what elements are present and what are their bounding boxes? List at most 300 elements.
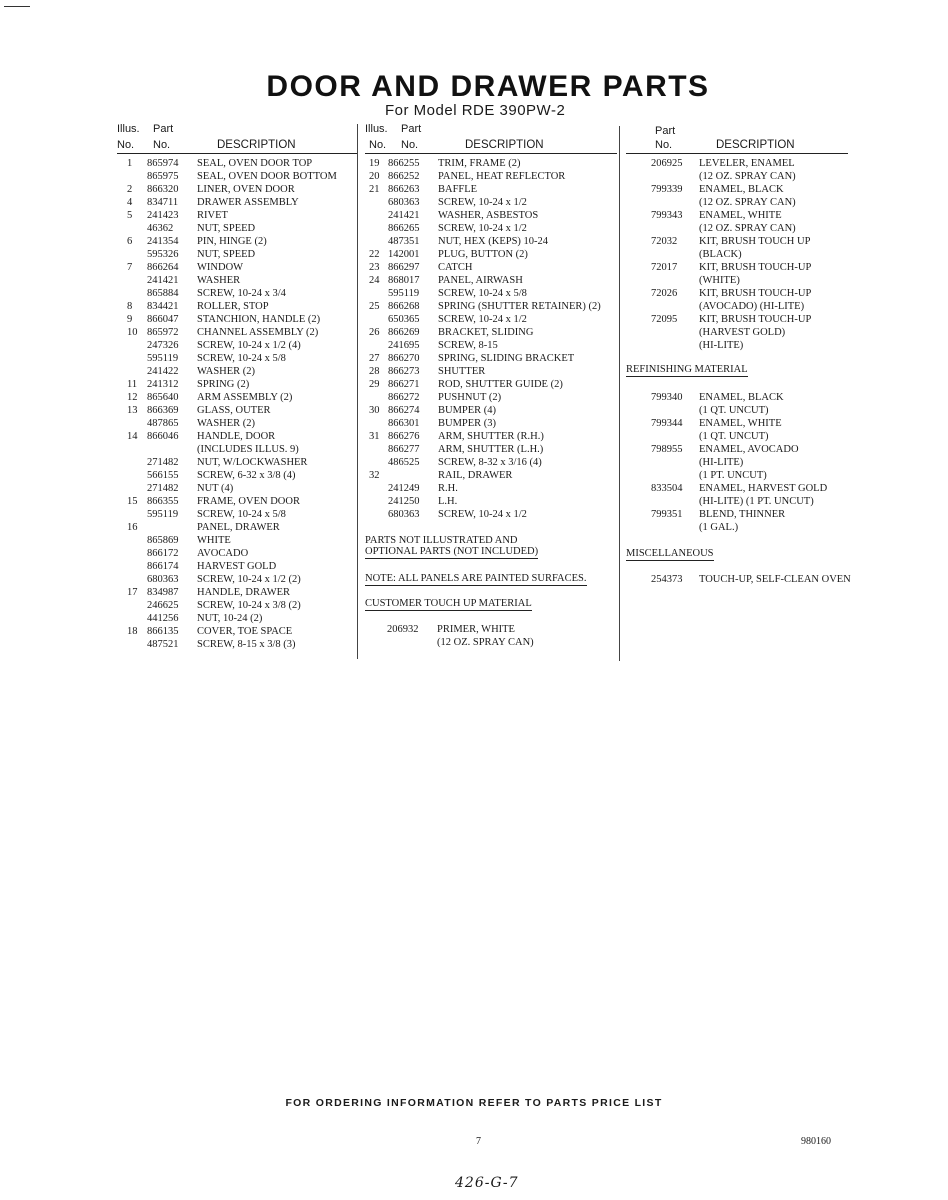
part-number: 866274	[388, 405, 420, 416]
illus-label: Illus.	[365, 123, 388, 135]
list-item	[626, 235, 848, 248]
ordering-note: FOR ORDERING INFORMATION REFER TO PARTS PRICE LIST	[285, 1097, 663, 1109]
part-number: 866269	[388, 327, 420, 338]
list-item	[117, 482, 357, 495]
part-description: SCREW, 10-24 x 5/8	[197, 353, 286, 364]
illus-number: 9	[127, 314, 133, 325]
list-item	[365, 391, 617, 404]
list-item	[117, 261, 357, 274]
part-description: PUSHNUT (2)	[438, 392, 502, 403]
part-number: 866301	[388, 418, 420, 429]
part-number: 866255	[388, 158, 420, 169]
illus-number: 32	[369, 470, 380, 481]
part-description: KIT, BRUSH TOUCH-UP	[699, 314, 812, 325]
part-description: PIN, HINGE (2)	[197, 236, 267, 247]
part-description: PANEL, HEAT REFLECTOR	[438, 171, 566, 182]
illus-number: 6	[127, 236, 133, 247]
part-number: 865640	[147, 392, 179, 403]
illus-number: 10	[127, 327, 138, 338]
list-item	[117, 378, 357, 391]
illus-number: 2	[127, 184, 133, 195]
list-item	[365, 248, 617, 261]
illus-number: 14	[127, 431, 138, 442]
part-description: ARM ASSEMBLY (2)	[197, 392, 293, 403]
part-number: 566155	[147, 470, 179, 481]
corner-mark	[4, 6, 30, 7]
list-item	[117, 638, 357, 651]
parts-not-illustrated-text: PARTS NOT ILLUSTRATED AND	[365, 535, 518, 546]
illus-number: 28	[369, 366, 380, 377]
part-description: SEAL, OVEN DOOR TOP	[197, 158, 313, 169]
part-number: 486525	[388, 457, 420, 468]
list-item	[117, 313, 357, 326]
part-description: SCREW, 10-24 x 3/4	[197, 288, 286, 299]
part-number: 866273	[388, 366, 420, 377]
list-item	[365, 404, 617, 417]
list-item	[365, 469, 617, 482]
part-description: ENAMEL, BLACK	[699, 184, 784, 195]
part-number: 865972	[147, 327, 179, 338]
part-description: STANCHION, HANDLE (2)	[197, 314, 321, 325]
part-number: 866277	[388, 444, 420, 455]
part-number: 866174	[147, 561, 179, 572]
list-item	[626, 456, 848, 469]
list-item	[117, 352, 357, 365]
part-number: 866252	[388, 171, 420, 182]
list-item	[117, 521, 357, 534]
part-number: 866276	[388, 431, 420, 442]
list-item	[626, 430, 848, 443]
optional-parts-heading: OPTIONAL PARTS (NOT INCLUDED)	[365, 546, 539, 557]
illus-number: 21	[369, 184, 380, 195]
part-description: FRAME, OVEN DOOR	[197, 496, 300, 507]
part-number: 142001	[388, 249, 420, 260]
part-description: WASHER (2)	[197, 366, 256, 377]
part-number: 595119	[388, 288, 420, 299]
part-number: 254373	[651, 574, 683, 585]
part-description: KIT, BRUSH TOUCH-UP	[699, 288, 812, 299]
list-item	[626, 248, 848, 261]
list-item	[117, 170, 357, 183]
description-label: DESCRIPTION	[217, 139, 296, 151]
part-description: PLUG, BUTTON (2)	[438, 249, 528, 260]
list-item	[365, 170, 617, 183]
part-description: SPRING (2)	[197, 379, 250, 390]
part-number: 241249	[388, 483, 420, 494]
parts-column-1	[117, 123, 357, 651]
list-item	[626, 170, 848, 183]
part-description: (AVOCADO) (HI-LITE)	[699, 301, 805, 312]
part-description: ENAMEL, BLACK	[699, 392, 784, 403]
part-number: 487865	[147, 418, 179, 429]
part-description: (1 GAL.)	[699, 522, 739, 533]
part-number: 866369	[147, 405, 179, 416]
part-description: PRIMER, WHITE	[437, 624, 515, 635]
column-header	[117, 123, 357, 157]
part-description: SCREW, 10-24 x 5/8	[438, 288, 527, 299]
part-number: 72095	[651, 314, 678, 325]
list-item	[117, 404, 357, 417]
list-item	[117, 196, 357, 209]
part-description: ARM, SHUTTER (R.H.)	[438, 431, 544, 442]
part-description: SCREW, 10-24 x 1/2	[438, 314, 527, 325]
list-item	[365, 157, 617, 170]
list-item	[365, 508, 617, 521]
part-description: SCREW, 10-24 x 1/2	[438, 197, 527, 208]
list-item	[365, 261, 617, 274]
part-number: 799340	[651, 392, 683, 403]
part-description: WASHER (2)	[197, 418, 256, 429]
header-rule	[626, 153, 848, 154]
parts-column-3	[626, 123, 851, 586]
list-item	[626, 326, 848, 339]
illus-number: 26	[369, 327, 380, 338]
part-description: LEVELER, ENAMEL	[699, 158, 795, 169]
list-item	[626, 313, 848, 326]
list-item	[117, 326, 357, 339]
part-number: 241250	[388, 496, 420, 507]
part-number: 865974	[147, 158, 179, 169]
list-item	[365, 209, 617, 222]
part-description: (HARVEST GOLD)	[699, 327, 786, 338]
part-description: SCREW, 10-24 x 1/2	[438, 223, 527, 234]
part-number: 866046	[147, 431, 179, 442]
parts-column-2	[365, 123, 617, 649]
column-divider	[357, 124, 358, 659]
part-description: (12 OZ. SPRAY CAN)	[699, 171, 796, 182]
part-description: KIT, BRUSH TOUCH-UP	[699, 262, 812, 273]
part-number: 798955	[651, 444, 683, 455]
list-item	[117, 495, 357, 508]
part-description: NUT, SPEED	[197, 249, 256, 260]
part-number: 680363	[388, 509, 420, 520]
handwritten-note: 426-G-7	[455, 1175, 519, 1191]
part-number: 650365	[388, 314, 420, 325]
part-number: 866265	[388, 223, 420, 234]
list-item	[117, 391, 357, 404]
part-description: PANEL, AIRWASH	[438, 275, 523, 286]
list-item	[365, 495, 617, 508]
part-number: 246625	[147, 600, 179, 611]
list-item	[626, 300, 848, 313]
part-number: 866047	[147, 314, 179, 325]
illus-number: 1	[127, 158, 133, 169]
list-item	[365, 183, 617, 196]
part-number: 72017	[651, 262, 678, 273]
part-description: (12 OZ. SPRAY CAN)	[699, 223, 796, 234]
list-item	[626, 417, 848, 430]
part-number: 799344	[651, 418, 683, 429]
list-item	[117, 443, 357, 456]
list-item	[365, 300, 617, 313]
part-number: 833504	[651, 483, 683, 494]
illus-number: 27	[369, 353, 380, 364]
part-description: WHITE	[197, 535, 231, 546]
description-label: DESCRIPTION	[465, 139, 544, 151]
list-item	[365, 456, 617, 469]
illus-number: 16	[127, 522, 138, 533]
list-item	[626, 209, 848, 222]
document-number: 980160	[801, 1136, 831, 1147]
part-number: 271482	[147, 483, 179, 494]
part-number: 834711	[147, 197, 179, 208]
illus-no-label: No.	[117, 139, 135, 151]
part-description: KIT, BRUSH TOUCH UP	[699, 236, 811, 247]
list-item	[117, 599, 357, 612]
list-item	[117, 235, 357, 248]
illus-number: 24	[369, 275, 380, 286]
part-description: ARM, SHUTTER (L.H.)	[438, 444, 544, 455]
list-item	[365, 313, 617, 326]
part-description: ENAMEL, WHITE	[699, 418, 782, 429]
illus-number: 25	[369, 301, 380, 312]
list-item	[365, 430, 617, 443]
illus-number: 19	[369, 158, 380, 169]
part-number: 799339	[651, 184, 683, 195]
part-description: BAFFLE	[438, 184, 478, 195]
part-description: (1 QT. UNCUT)	[699, 405, 769, 416]
part-description: HANDLE, DRAWER	[197, 587, 291, 598]
list-item	[117, 417, 357, 430]
part-number: 866297	[388, 262, 420, 273]
list-item	[626, 508, 848, 521]
part-number: 799343	[651, 210, 683, 221]
part-description: ENAMEL, HARVEST GOLD	[699, 483, 828, 494]
part-description: NUT, SPEED	[197, 223, 256, 234]
header-rule	[117, 153, 357, 154]
part-number: 865884	[147, 288, 179, 299]
list-item	[365, 417, 617, 430]
part-description: (WHITE)	[699, 275, 740, 286]
list-item	[117, 157, 357, 170]
list-item	[626, 404, 848, 417]
part-description: PANEL, DRAWER	[197, 522, 280, 533]
illus-number: 15	[127, 496, 138, 507]
part-number: 866264	[147, 262, 179, 273]
list-item	[117, 547, 357, 560]
part-number: 487521	[147, 639, 179, 650]
list-item	[365, 196, 617, 209]
illus-number: 23	[369, 262, 380, 273]
list-item	[117, 365, 357, 378]
part-description: SCREW, 10-24 x 1/2 (2)	[197, 574, 301, 585]
part-description: SCREW, 10-24 x 1/2 (4)	[197, 340, 301, 351]
part-number: 595326	[147, 249, 179, 260]
part-description: (HI-LITE)	[699, 457, 744, 468]
part-number: 595119	[147, 353, 179, 364]
list-item	[626, 443, 848, 456]
part-no-label: No.	[655, 139, 673, 151]
part-number: 487351	[388, 236, 420, 247]
list-item	[365, 623, 617, 636]
list-item	[117, 469, 357, 482]
header-rule	[365, 153, 617, 154]
part-description: (12 OZ. SPRAY CAN)	[437, 637, 534, 648]
page-number: 7	[476, 1136, 481, 1147]
part-description: SPRING (SHUTTER RETAINER) (2)	[438, 301, 601, 312]
list-item	[626, 482, 848, 495]
list-item	[626, 183, 848, 196]
list-item	[626, 573, 851, 586]
part-number: 866270	[388, 353, 420, 364]
part-number: 241422	[147, 366, 179, 377]
part-number: 866320	[147, 184, 179, 195]
list-item	[117, 625, 357, 638]
part-description: WASHER	[197, 275, 241, 286]
part-label: Part	[655, 125, 676, 137]
illus-number: 31	[369, 431, 380, 442]
list-item	[365, 274, 617, 287]
part-description: NUT, 10-24 (2)	[197, 613, 263, 624]
part-description: GLASS, OUTER	[197, 405, 271, 416]
part-description: LINER, OVEN DOOR	[197, 184, 295, 195]
list-item	[626, 391, 848, 404]
illus-number: 11	[127, 379, 138, 390]
part-no-label: No.	[153, 139, 171, 151]
list-item	[365, 378, 617, 391]
part-number: 206925	[651, 158, 683, 169]
list-item	[626, 157, 848, 170]
illus-number: 13	[127, 405, 138, 416]
part-description: WASHER, ASBESTOS	[438, 210, 539, 221]
list-item	[365, 352, 617, 365]
list-item	[626, 469, 848, 482]
part-number: 241421	[388, 210, 420, 221]
list-item	[117, 508, 357, 521]
refinishing-heading: REFINISHING MATERIAL	[626, 364, 748, 375]
part-description: NUT (4)	[197, 483, 234, 494]
part-number: 72026	[651, 288, 678, 299]
part-number: 241312	[147, 379, 179, 390]
column-header	[626, 123, 848, 157]
part-description: L.H.	[438, 496, 458, 507]
part-description: (INCLUDES ILLUS. 9)	[197, 444, 299, 455]
part-number: 834421	[147, 301, 179, 312]
illus-number: 22	[369, 249, 380, 260]
part-description: RIVET	[197, 210, 228, 221]
part-description: TOUCH-UP, SELF-CLEAN OVEN	[699, 574, 851, 585]
list-item	[365, 287, 617, 300]
part-number: 865975	[147, 171, 179, 182]
column-divider	[619, 126, 620, 661]
part-description: R.H.	[438, 483, 458, 494]
customer-touch-up-heading: CUSTOMER TOUCH UP MATERIAL	[365, 598, 532, 609]
part-number: 866172	[147, 548, 179, 559]
list-item	[117, 222, 357, 235]
part-no-label: No.	[401, 139, 419, 151]
list-item	[117, 430, 357, 443]
list-item	[626, 287, 848, 300]
part-number: 834987	[147, 587, 179, 598]
list-item	[117, 183, 357, 196]
list-item	[365, 339, 617, 352]
part-description: NUT, HEX (KEPS) 10-24	[438, 236, 549, 247]
illus-number: 4	[127, 197, 133, 208]
part-number: 799351	[651, 509, 683, 520]
part-description: BUMPER (4)	[438, 405, 497, 416]
list-item	[626, 521, 848, 534]
part-number: 866268	[388, 301, 420, 312]
illus-number: 12	[127, 392, 138, 403]
illus-number: 17	[127, 587, 138, 598]
list-item	[117, 339, 357, 352]
part-description: SCREW, 10-24 x 5/8	[197, 509, 286, 520]
description-label: DESCRIPTION	[716, 139, 795, 151]
part-number: 866135	[147, 626, 179, 637]
part-number: 441256	[147, 613, 179, 624]
page-title: DOOR AND DRAWER PARTS	[266, 70, 710, 103]
refinishing-list	[626, 391, 848, 534]
list-item	[117, 274, 357, 287]
illus-number: 30	[369, 405, 380, 416]
part-description: (HI-LITE)	[699, 340, 744, 351]
list-item	[626, 222, 848, 235]
part-number: 247326	[147, 340, 179, 351]
list-item	[117, 534, 357, 547]
part-description: (12 OZ. SPRAY CAN)	[699, 197, 796, 208]
part-description: (1 PT. UNCUT)	[699, 470, 767, 481]
list-item	[117, 573, 357, 586]
part-number: 868017	[388, 275, 420, 286]
panels-note: NOTE: ALL PANELS ARE PAINTED SURFACES.	[365, 573, 587, 584]
parts-list	[365, 157, 617, 521]
part-description: DRAWER ASSEMBLY	[197, 197, 299, 208]
list-item	[117, 248, 357, 261]
part-description: SCREW, 6-32 x 3/8 (4)	[197, 470, 296, 481]
part-description: HANDLE, DOOR	[197, 431, 276, 442]
list-item	[117, 209, 357, 222]
list-item	[626, 495, 848, 508]
list-item	[626, 261, 848, 274]
illus-number: 7	[127, 262, 133, 273]
part-description: (HI-LITE) (1 PT. UNCUT)	[699, 496, 814, 507]
illus-number: 5	[127, 210, 133, 221]
part-number: 241421	[147, 275, 179, 286]
list-item	[117, 287, 357, 300]
part-description: HARVEST GOLD	[197, 561, 277, 572]
part-number: 865869	[147, 535, 179, 546]
list-item	[626, 196, 848, 209]
part-description: SCREW, 10-24 x 1/2	[438, 509, 527, 520]
list-item	[365, 326, 617, 339]
part-number: 72032	[651, 236, 678, 247]
parts-list	[626, 157, 848, 352]
part-description: SPRING, SLIDING BRACKET	[438, 353, 575, 364]
list-item	[365, 443, 617, 456]
list-item	[626, 274, 848, 287]
part-number: 680363	[388, 197, 420, 208]
model-subtitle: For Model RDE 390PW-2	[385, 102, 566, 119]
part-number: 866263	[388, 184, 420, 195]
illus-label: Illus.	[117, 123, 140, 135]
part-description: ENAMEL, WHITE	[699, 210, 782, 221]
parts-not-illustrated-note	[365, 535, 617, 559]
part-description: ENAMEL, AVOCADO	[699, 444, 799, 455]
part-number: 866355	[147, 496, 179, 507]
part-number: 866272	[388, 392, 420, 403]
part-description: BRACKET, SLIDING	[438, 327, 534, 338]
part-number: 595119	[147, 509, 179, 520]
list-item	[117, 612, 357, 625]
list-item	[117, 456, 357, 469]
list-item	[365, 365, 617, 378]
list-item	[365, 482, 617, 495]
list-item	[117, 560, 357, 573]
part-number: 241695	[388, 340, 420, 351]
part-description: SEAL, OVEN DOOR BOTTOM	[197, 171, 337, 182]
list-item	[626, 339, 848, 352]
part-number: 241354	[147, 236, 179, 247]
